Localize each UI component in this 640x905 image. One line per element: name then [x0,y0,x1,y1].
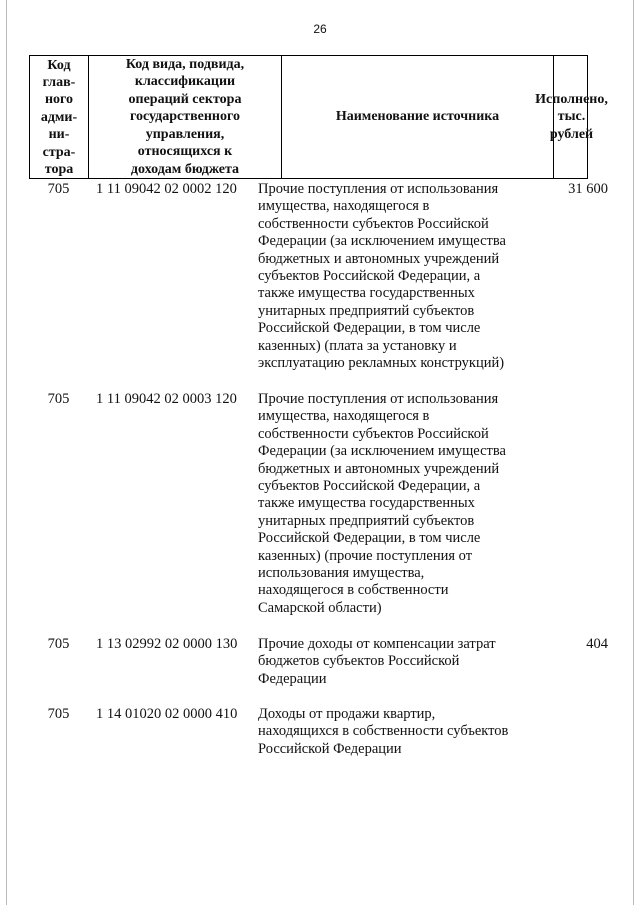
row-source-name: Доходы от продажи квартир, находящихся в собственности субъектов Российской Федерации [258,706,509,757]
header-type-code: Код вида, подвида, классификации операций сектора государственного управления, относящихся к доходам бюджета [89,56,282,178]
row-source-name: Прочие поступления от использования имущества, находящегося в собственности субъектов Российской Федерации (за исключением имущества бюджетных и автономных учреждений субъектов Российской Федерации, а также имущества государственных унитарных предприятий субъектов Российской Федерации, в том числе казенных) (прочие поступления от использования имущества, находящегося в собственности Самарской области) [258,391,506,616]
row-admin-code: 705 [47,636,70,652]
row-amount: 404 [586,636,608,652]
scan-edge-right [633,0,634,905]
row-type-code: 1 13 02992 02 0000 130 [96,636,238,652]
header-executed: Исполнено, тыс. рублей [535,91,608,142]
row-admin-code: 705 [47,391,70,407]
scan-edge-left [6,0,7,905]
row-source-name: Прочие поступления от использования имущества, находящегося в собственности субъектов Российской Федерации (за исключением имущества бюджетных и автономных учреждений субъектов Российской Федерации, а также имущества государственных унитарных предприятий субъектов Российской Федерации, в том числе казенных) (плата за установку и эксплуатацию рекламных конструкций) [258,181,506,372]
header-source-name: Наименование источника [282,56,554,178]
row-admin-code: 705 [47,181,70,197]
table-header [29,55,608,179]
row-source-name: Прочие доходы от компенсации затрат бюджетов субъектов Российской Федерации [258,636,496,687]
page-number: 26 [313,22,327,36]
row-type-code: 1 11 09042 02 0002 120 [96,181,237,197]
row-type-code: 1 14 01020 02 0000 410 [96,706,238,722]
row-type-code: 1 11 09042 02 0003 120 [96,391,237,407]
row-admin-code: 705 [47,706,70,722]
row-amount: 31 600 [568,181,608,197]
header-admin-code: Код глав- ного адми- ни- стра- тора [30,56,89,178]
